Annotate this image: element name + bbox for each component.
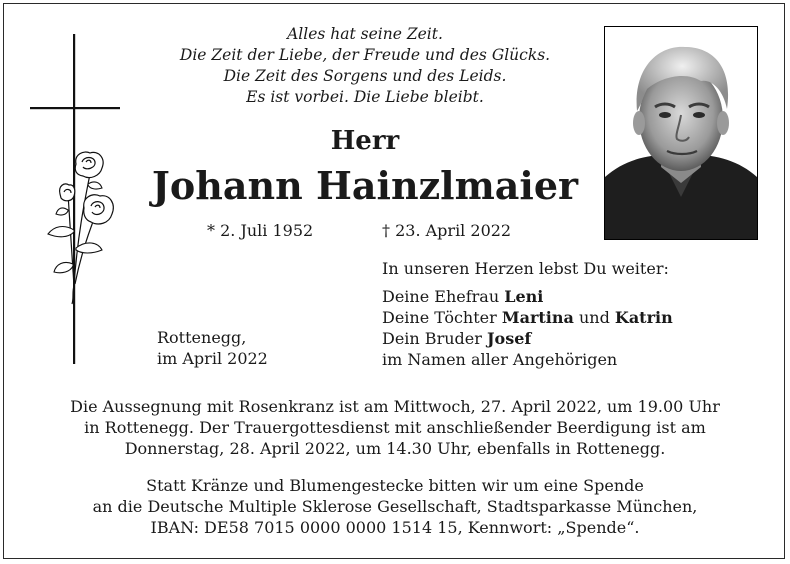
brother-name: Josef bbox=[486, 329, 532, 348]
portrait-photo bbox=[604, 26, 758, 240]
donation-line: Statt Kränze und Blumengestecke bitten wir um eine Spende bbox=[146, 476, 644, 495]
funeral-line: in Rottenegg. Der Trauergottesdienst mit anschließender Beerdigung ist am bbox=[84, 418, 706, 437]
funeral-info bbox=[20, 396, 770, 459]
mourners-intro: In unseren Herzen lebst Du weiter: bbox=[382, 259, 669, 278]
daughter-name: Katrin bbox=[614, 308, 673, 327]
conjunction: und bbox=[578, 308, 610, 327]
brother-label: Dein Bruder bbox=[382, 329, 482, 348]
death-date: † 23. April 2022 bbox=[382, 221, 512, 240]
poem-line: Alles hat seine Zeit. bbox=[287, 25, 443, 43]
daughters-label: Deine Töchter bbox=[382, 308, 497, 327]
place-town: Rottenegg, bbox=[157, 328, 247, 347]
mourner-brother bbox=[382, 328, 673, 349]
funeral-line: Donnerstag, 28. April 2022, um 14.30 Uhr, ebenfalls in Rottenegg. bbox=[124, 439, 666, 458]
poem-line: Die Zeit des Sorgens und des Leids. bbox=[223, 67, 507, 85]
donation-line: IBAN: DE58 7015 0000 0000 1514 15, Kennwort: „Spende“. bbox=[150, 518, 640, 537]
donation-info bbox=[20, 475, 770, 538]
poem-line: Es ist vorbei. Die Liebe bleibt. bbox=[246, 88, 484, 106]
mourner-daughters bbox=[382, 307, 673, 328]
mourners-block bbox=[382, 258, 673, 370]
mourner-spouse bbox=[382, 286, 673, 307]
deceased-name: Johann Hainzlmaier bbox=[151, 163, 579, 208]
place-month: im April 2022 bbox=[157, 349, 268, 368]
spouse-name: Leni bbox=[504, 287, 544, 306]
funeral-line: Die Aussegnung mit Rosenkranz ist am Mittwoch, 27. April 2022, um 19.00 Uhr bbox=[70, 397, 720, 416]
mourners-closing: im Namen aller Angehörigen bbox=[382, 350, 618, 369]
donation-line: an die Deutsche Multiple Sklerose Gesellschaft, Stadtsparkasse München, bbox=[92, 497, 698, 516]
poem-line: Die Zeit der Liebe, der Freude und des Glücks. bbox=[179, 46, 551, 64]
daughter-name: Martina bbox=[501, 308, 574, 327]
cross-with-roses-icon bbox=[28, 34, 124, 364]
place-date bbox=[157, 327, 268, 369]
birth-date: * 2. Juli 1952 bbox=[207, 221, 314, 240]
portrait-placeholder-icon bbox=[605, 27, 757, 239]
deceased-prefix: Herr bbox=[330, 126, 400, 156]
spouse-label: Deine Ehefrau bbox=[382, 287, 500, 306]
poem bbox=[140, 24, 590, 108]
